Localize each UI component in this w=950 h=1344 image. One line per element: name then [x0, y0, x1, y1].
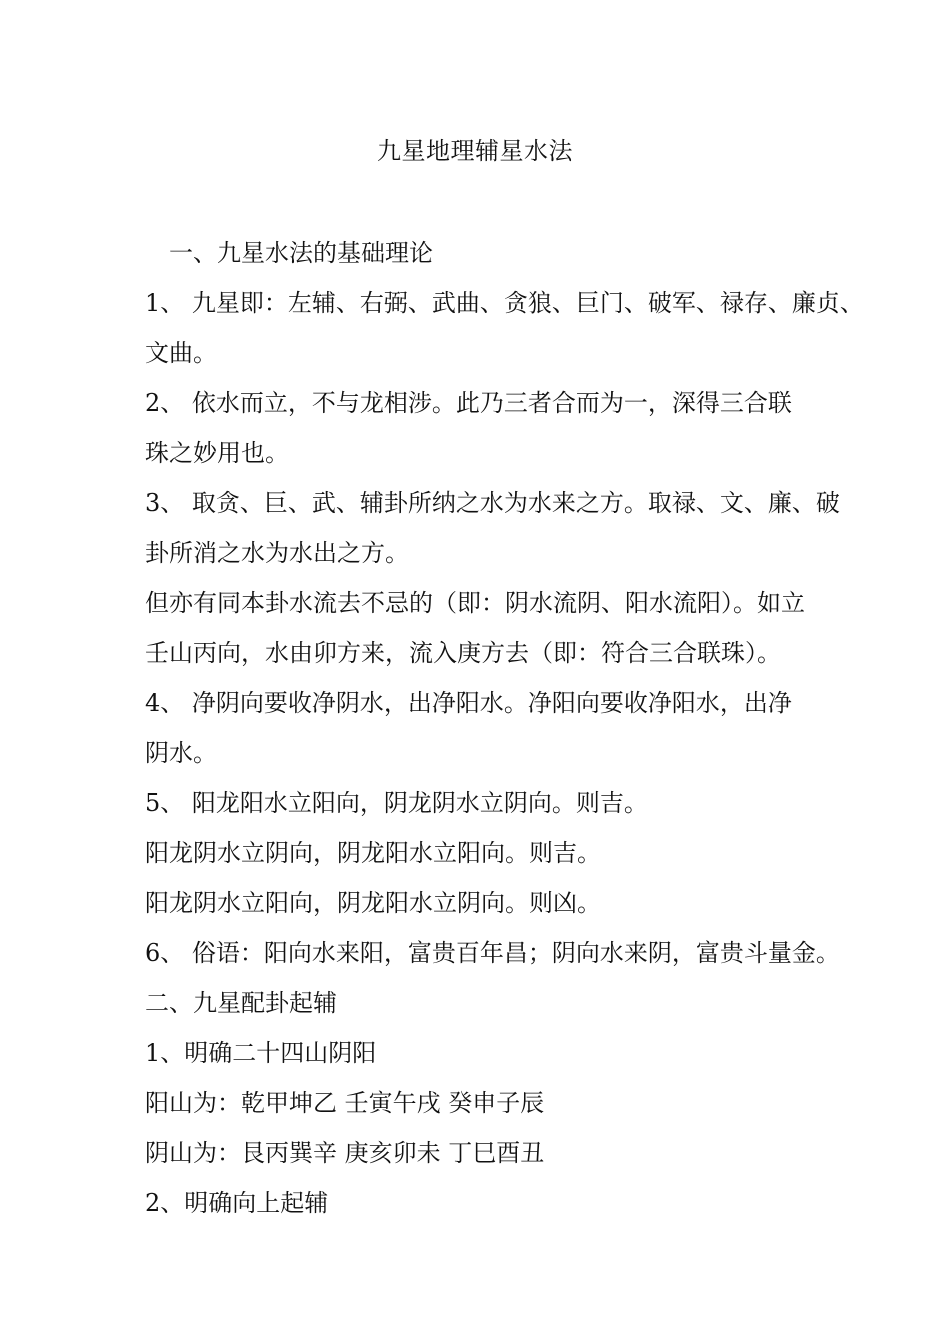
paragraph-line: 阴山为：艮丙巽辛 庚亥卯未 丁巳酉丑: [145, 1139, 545, 1167]
paragraph-line: 但亦有同本卦水流去不忌的（即：阴水流阴、阳水流阳）。如立: [145, 589, 805, 617]
paragraph-line: 4、 净阴向要收净阴水，出净阳水。净阳向要收净阳水，出净: [145, 689, 792, 717]
paragraph-line: 卦所消之水为水出之方。: [145, 539, 409, 567]
paragraph-line: 阳龙阴水立阴向，阴龙阳水立阳向。则吉。: [145, 839, 601, 867]
paragraph-line: 阴水。: [145, 739, 217, 767]
paragraph-line: 壬山丙向，水由卯方来，流入庚方去（即：符合三合联珠）。: [145, 639, 781, 667]
paragraph-line: 1、 九星即：左辅、右弼、武曲、贪狼、巨门、破军、禄存、廉贞、: [145, 289, 864, 317]
paragraph-line: 阳龙阴水立阳向，阴龙阳水立阴向。则凶。: [145, 889, 601, 917]
paragraph-line: 1、明确二十四山阴阳: [145, 1039, 377, 1067]
section-heading-1: 一、九星水法的基础理论: [169, 239, 433, 267]
paragraph-line: 3、 取贪、巨、武、辅卦所纳之水为水来之方。取禄、文、廉、破: [145, 489, 840, 517]
paragraph-line: 珠之妙用也。: [145, 439, 289, 467]
paragraph-line: 2、明确向上起辅: [145, 1189, 329, 1217]
document-body: [145, 228, 864, 1228]
paragraph-line: 文曲。: [145, 339, 217, 367]
paragraph-line: 阳山为：乾甲坤乙 壬寅午戌 癸申子辰: [145, 1089, 545, 1117]
paragraph-line: 5、 阳龙阳水立阳向，阴龙阴水立阴向。则吉。: [145, 789, 648, 817]
paragraph-line: 2、 依水而立，不与龙相涉。此乃三者合而为一，深得三合联: [145, 389, 792, 417]
paragraph-line: 6、 俗语：阳向水来阳，富贵百年昌；阴向水来阴，富贵斗量金。: [145, 939, 840, 967]
section-heading-2: 二、九星配卦起辅: [145, 989, 337, 1017]
document-title: 九星地理辅星水法: [377, 137, 573, 165]
